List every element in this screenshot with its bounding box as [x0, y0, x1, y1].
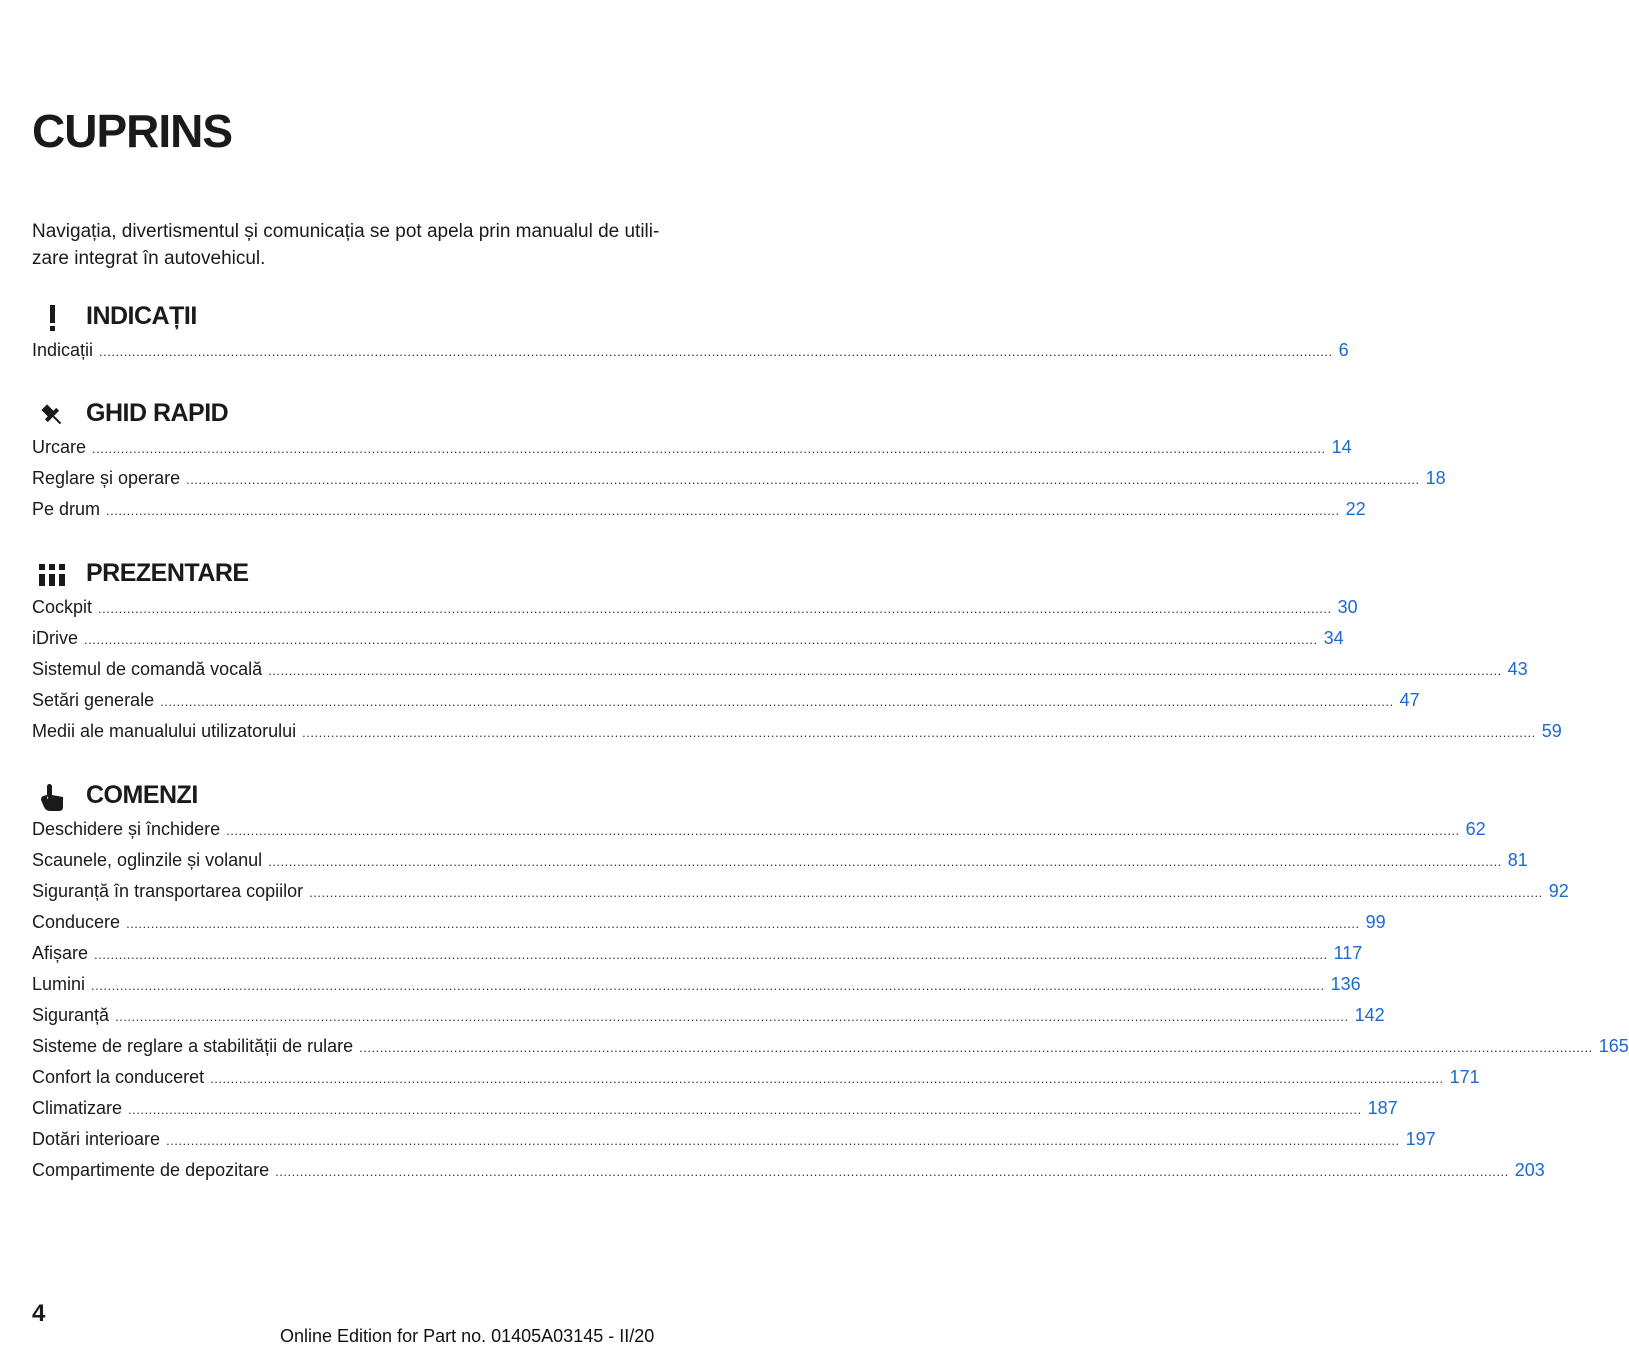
toc-entry-label: Pe drum — [32, 499, 101, 519]
section-title: PREZENTARE — [86, 559, 249, 587]
toc-entry-label: Siguranță în transportarea copiilor — [32, 881, 304, 901]
toc-entry-label: Conducere — [32, 912, 121, 932]
pointing-hand-icon — [32, 777, 72, 817]
toc-entry-page[interactable]: 197 — [1405, 1129, 1436, 1149]
toc-entry-page[interactable]: 81 — [1507, 850, 1528, 870]
toc-entry-label: Deschidere și închidere — [32, 819, 221, 839]
dot-leader: ............................................................................................................................................................................................................................................................................................................ — [302, 725, 1536, 740]
toc-entry-page[interactable]: 18 — [1425, 468, 1446, 488]
section-title: GHID RAPID — [86, 399, 229, 427]
toc-entry[interactable] — [32, 340, 1349, 371]
section-prezentare — [32, 555, 1562, 752]
section-header — [32, 555, 688, 595]
pushpin-icon — [32, 395, 72, 435]
toc-entry[interactable] — [32, 659, 1528, 690]
toc-entry[interactable] — [32, 690, 1420, 721]
section-header — [32, 395, 688, 435]
toc-entry-page[interactable]: 187 — [1367, 1098, 1398, 1118]
dot-leader: ............................................................................................................................................................................................................................................................................................................ — [210, 1071, 1444, 1086]
dot-leader: ............................................................................................................................................................................................................................................................................................................ — [359, 1040, 1593, 1055]
toc-entry-label: Cockpit — [32, 597, 93, 617]
dot-leader: ............................................................................................................................................................................................................................................................................................................ — [84, 632, 1318, 647]
dot-leader: ............................................................................................................................................................................................................................................................................................................ — [126, 916, 1360, 931]
toc-entry[interactable] — [32, 628, 1344, 659]
toc-entry-page[interactable]: 14 — [1331, 437, 1352, 457]
dot-leader: ............................................................................................................................................................................................................................................................................................................ — [106, 503, 1340, 518]
toc-entry[interactable] — [32, 1160, 1545, 1191]
dot-leader: ............................................................................................................................................................................................................................................................................................................ — [166, 1133, 1400, 1148]
section-header — [32, 298, 688, 338]
toc-entry-page[interactable]: 62 — [1465, 819, 1486, 839]
exclamation-icon — [32, 298, 72, 338]
section-ghid-rapid — [32, 395, 1446, 530]
toc-entry-page[interactable]: 59 — [1541, 721, 1562, 741]
toc-entry[interactable] — [32, 437, 1352, 468]
dot-leader: ............................................................................................................................................................................................................................................................................................................ — [160, 694, 1394, 709]
toc-entry[interactable] — [32, 1036, 1629, 1067]
toc-entry-label: Indicații — [32, 340, 94, 360]
section-title: COMENZI — [86, 781, 198, 809]
toc-entry-page[interactable]: 142 — [1354, 1005, 1385, 1025]
toc-entry[interactable] — [32, 468, 1446, 499]
intro-text: Navigația, divertismentul și comunicația se pot apela prin manualul de utili- zare integrat în autovehicul. — [32, 221, 660, 269]
toc-entry-page[interactable]: 47 — [1399, 690, 1420, 710]
footer-edition: Online Edition for Part no. 01405A03145 - II/20 — [280, 1326, 655, 1346]
toc-entry-page[interactable]: 136 — [1330, 974, 1361, 994]
toc-entry[interactable] — [32, 1005, 1385, 1036]
dot-leader: ............................................................................................................................................................................................................................................................................................................ — [98, 601, 1332, 616]
toc-entry-page[interactable]: 34 — [1323, 628, 1344, 648]
dot-leader: ............................................................................................................................................................................................................................................................................................................ — [99, 344, 1333, 359]
dot-leader: ............................................................................................................................................................................................................................................................................................................ — [115, 1009, 1349, 1024]
grid-icon — [32, 555, 72, 595]
dot-leader: ............................................................................................................................................................................................................................................................................................................ — [268, 663, 1502, 678]
toc-entry[interactable] — [32, 943, 1363, 974]
toc-entry[interactable] — [32, 499, 1366, 530]
toc-entry-page[interactable]: 203 — [1514, 1160, 1545, 1180]
toc-entry[interactable] — [32, 597, 1358, 628]
toc-entry[interactable] — [32, 912, 1386, 943]
toc-entry-label: Siguranță — [32, 1005, 110, 1025]
dot-leader: ............................................................................................................................................................................................................................................................................................................ — [275, 1164, 1509, 1179]
toc-entry[interactable] — [32, 974, 1361, 1005]
toc-entry-page[interactable]: 99 — [1365, 912, 1386, 932]
toc-entry-label: Afișare — [32, 943, 89, 963]
toc-entry-label: Sistemul de comandă vocală — [32, 659, 263, 679]
dot-leader: ............................................................................................................................................................................................................................................................................................................ — [128, 1102, 1362, 1117]
toc-entry-label: Compartimente de depozitare — [32, 1160, 270, 1180]
toc-entry-page[interactable]: 165 — [1598, 1036, 1629, 1056]
toc-entry-page[interactable]: 43 — [1507, 659, 1528, 679]
toc-entry[interactable] — [32, 1098, 1398, 1129]
toc-entry-page[interactable]: 22 — [1345, 499, 1366, 519]
toc-entry-label: Reglare și operare — [32, 468, 181, 488]
dot-leader: ............................................................................................................................................................................................................................................................................................................ — [309, 885, 1543, 900]
toc-entry[interactable] — [32, 850, 1528, 881]
toc-entry-page[interactable]: 171 — [1449, 1067, 1480, 1087]
toc-entry[interactable] — [32, 881, 1569, 912]
dot-leader: ............................................................................................................................................................................................................................................................................................................ — [268, 854, 1502, 869]
toc-entry-page[interactable]: 6 — [1338, 340, 1349, 360]
section-comenzi — [32, 777, 1629, 1191]
section-title: INDICAȚII — [86, 302, 197, 330]
section-header — [32, 777, 688, 817]
toc-entry[interactable] — [32, 721, 1562, 752]
toc-entry-label: Setări generale — [32, 690, 155, 710]
toc-entry-label: Sisteme de reglare a stabilității de rulare — [32, 1036, 354, 1056]
toc-entry-page[interactable]: 30 — [1337, 597, 1358, 617]
dot-leader: ............................................................................................................................................................................................................................................................................................................ — [94, 947, 1328, 962]
toc-entry-label: Climatizare — [32, 1098, 123, 1118]
toc-entry[interactable] — [32, 1129, 1436, 1160]
section-indicatii — [32, 298, 1349, 371]
toc-entry-label: iDrive — [32, 628, 79, 648]
dot-leader: ............................................................................................................................................................................................................................................................................................................ — [91, 978, 1325, 993]
toc-entry-page[interactable]: 117 — [1333, 943, 1363, 963]
toc-entry-label: Medii ale manualului utilizatorului — [32, 721, 297, 741]
toc-entry-label: Confort la conduceret — [32, 1067, 205, 1087]
toc-entry[interactable] — [32, 1067, 1480, 1098]
toc-entry-label: Lumini — [32, 974, 86, 994]
page-number: 4 — [32, 1300, 46, 1327]
toc-entry-label: Urcare — [32, 437, 87, 457]
toc-entry[interactable] — [32, 819, 1486, 850]
dot-leader: ............................................................................................................................................................................................................................................................................................................ — [226, 823, 1460, 838]
dot-leader: ............................................................................................................................................................................................................................................................................................................ — [186, 472, 1420, 487]
toc-entry-label: Scaunele, oglinzile și volanul — [32, 850, 263, 870]
toc-entry-label: Dotări interioare — [32, 1129, 161, 1149]
dot-leader: ............................................................................................................................................................................................................................................................................................................ — [92, 441, 1326, 456]
toc-entry-page[interactable]: 92 — [1548, 881, 1569, 901]
page-title: CUPRINS — [32, 105, 233, 157]
